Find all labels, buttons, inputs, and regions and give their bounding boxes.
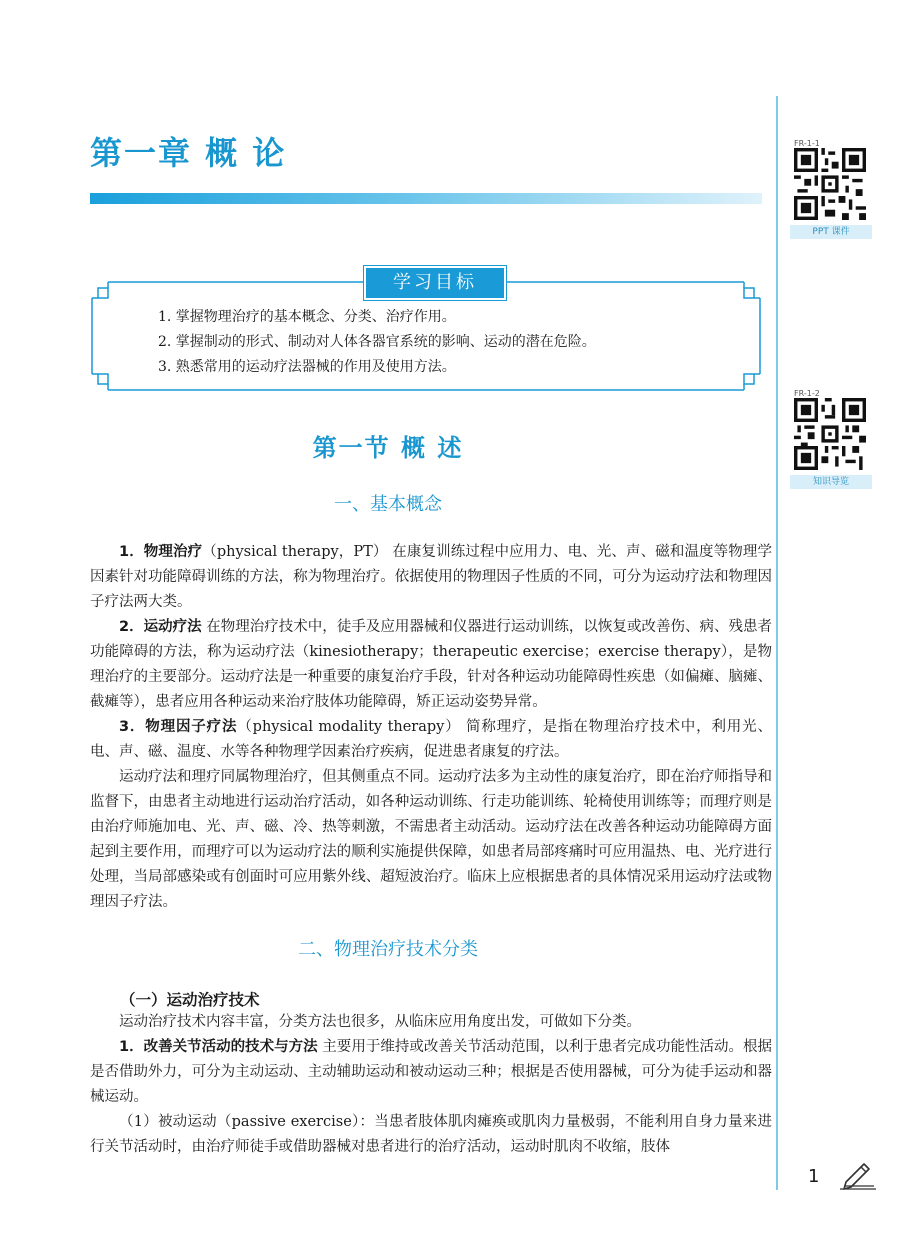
paragraph [90, 715, 772, 765]
objective-item: 2. 掌握制动的形式、制动对人体各器官系统的影响、运动的潜在危险。 [158, 334, 596, 350]
margin-rule [776, 96, 778, 1190]
classification-body [90, 1010, 772, 1160]
term-label: 1．改善关节活动的技术与方法 [119, 1039, 318, 1055]
qr-code-icon[interactable] [794, 139, 866, 220]
qr-label: 知识导览 [790, 475, 872, 489]
paragraph: 运动治疗技术内容丰富，分类方法也很多，从临床应用角度出发，可做如下分类。 [119, 1014, 641, 1030]
qr-code-id: FR-1-1 [794, 139, 820, 148]
title-underline-bar [90, 193, 762, 204]
qr-block-ppt[interactable] [790, 139, 872, 239]
basic-concepts-body [90, 540, 772, 915]
term-text: （physical modality therapy） 简称理疗，是指在物理治疗技术中，利用光、电、声、磁、温度、水等各种物理学因素治疗疾病，促进患者康复的疗法。 [90, 719, 772, 760]
objectives-list [158, 305, 596, 380]
chapter-title: 第一章 概 论 [90, 134, 287, 172]
section-title: 第一节 概 述 [312, 434, 464, 462]
term-text: （physical therapy，PT） 在康复训练过程中应用力、电、光、声、磁和温度等物理学因素针对功能障碍训练的方法，称为物理治疗。依据使用的物理因子性质的不同，可分为运动疗法和物理因子疗法两大类。 [90, 544, 772, 610]
term-label: 2．运动疗法 [119, 619, 202, 635]
qr-code-icon[interactable] [794, 389, 866, 470]
objectives-header: 学习目标 [364, 266, 506, 300]
page-number: 1 [808, 1166, 820, 1187]
term-label: 1．物理治疗 [119, 544, 203, 560]
qr-label: PPT 课件 [790, 225, 872, 239]
paragraph: 运动疗法和理疗同属物理治疗，但其侧重点不同。运动疗法多为主动性的康复治疗，即在治疗师指导和监督下，由患者主动地进行运动治疗活动，如各种运动训练、行走功能训练、轮椅使用训练等；而理疗则是由治疗师施加电、光、声、磁、冷、热等刺激，不需患者主动活动。运动疗法在改善各种运动功能障碍方面起到主要作用，而理疗可以为运动疗法的顺利实施提供保障，如患者局部疼痛时可应用温热、电、光疗进行处理，当局部感染或有创面时可应用紫外线、超短波治疗。临床上应根据患者的具体情况采用运动疗法或物理因子疗法。 [90, 769, 772, 910]
paragraph [90, 540, 772, 615]
heading-classification: 二、物理治疗技术分类 [298, 939, 478, 960]
objective-item: 3. 熟悉常用的运动疗法器械的作用及使用方法。 [158, 359, 456, 375]
subheading-exercise-therapy: （一）运动治疗技术 [120, 991, 260, 1009]
paragraph [90, 615, 772, 715]
term-text: 在物理治疗技术中，徒手及应用器械和仪器进行运动训练，以恢复或改善伤、病、残患者功能障碍的方法，称为运动疗法（kinesiotherapy；therapeutic exercise；exercise therapy），是物理治疗的主要部分。运动疗法是一种重要的康复治疗手段，针对各种运动功能障碍性疾患（如偏瘫、脑瘫、截瘫等），患者应用各种运动来治疗肢体功能障碍，矫正运动姿势异常。 [90, 619, 773, 710]
pen-icon [838, 1160, 878, 1190]
term-text: 主要用于维持或改善关节活动范围，以利于患者完成功能性活动。根据是否借助外力，可分为主动运动、主动辅助运动和被动运动三种；根据是否使用器械，可分为徒手运动和器械运动。 [90, 1039, 772, 1105]
qr-block-guide[interactable] [790, 389, 872, 489]
paragraph: （1）被动运动（passive exercise）：当患者肢体肌肉瘫痪或肌肉力量极弱，不能利用自身力量来进行关节活动时，由治疗师徒手或借助器械对患者进行的治疗活动，运动时肌肉不收缩，肢体 [90, 1114, 772, 1155]
paragraph [90, 1035, 772, 1110]
term-label: 3．物理因子疗法 [119, 719, 238, 735]
qr-code-id: FR-1-2 [794, 389, 820, 398]
objective-item: 1. 掌握物理治疗的基本概念、分类、治疗作用。 [158, 309, 456, 325]
heading-basic-concepts: 一、基本概念 [334, 494, 442, 515]
